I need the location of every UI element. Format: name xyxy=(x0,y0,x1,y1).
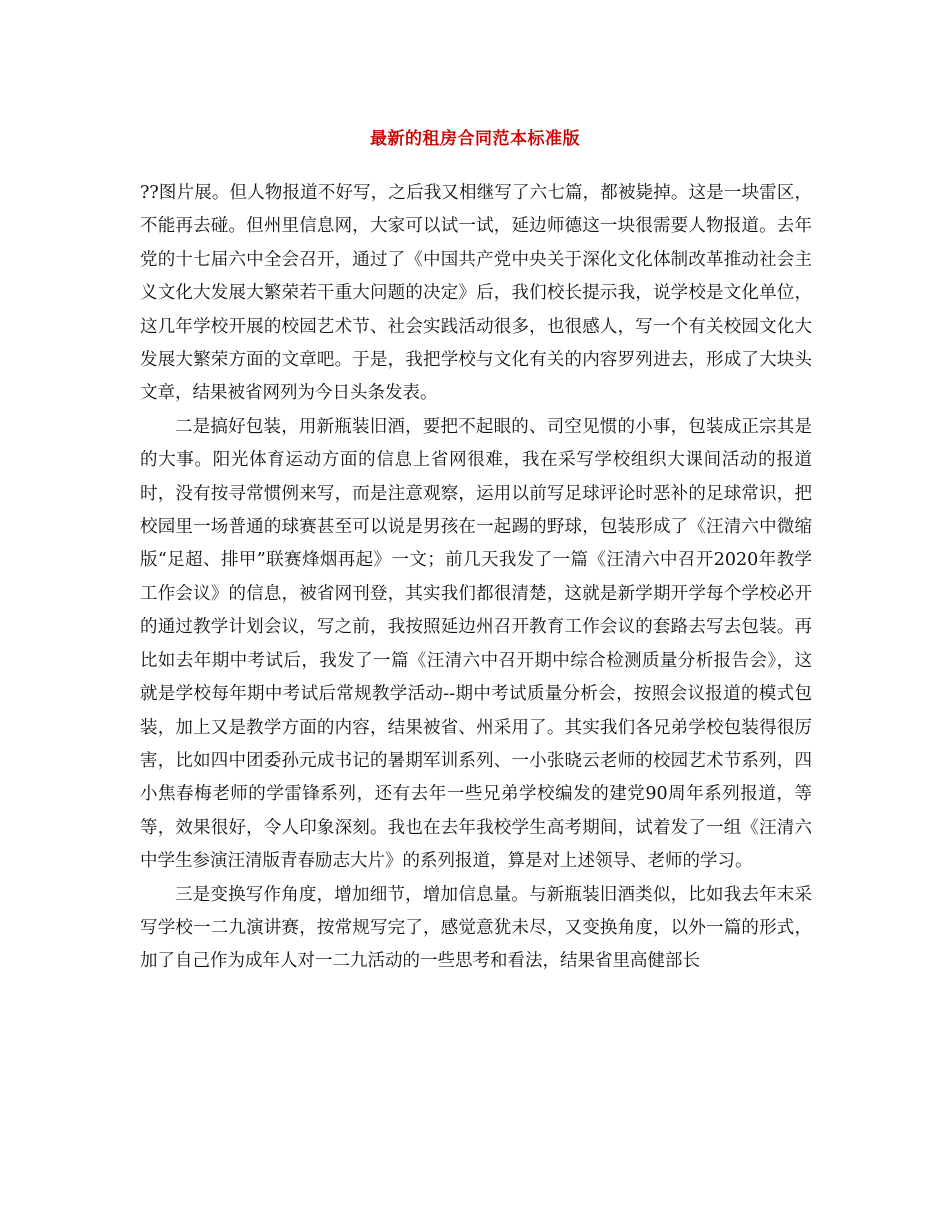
document-title: 最新的租房合同范本标准版 xyxy=(370,129,580,149)
paragraph-1: ??图片展。但人物报道不好写，之后我又相继写了六七篇，都被毙掉。这是一块雷区，不能再去碰。但州里信息网，大家可以试一试，延边师德这一块很需要人物报道。去年党的十七届六中全会召开，通过了《中国共产党中央关于深化文化体制改革推动社会主义文化大发展大繁荣若干重大问题的决定》后，我们校长提示我，说学校是文化单位，这几年学校开展的校园艺术节、社会实践活动很多，也很感人，写一个有关校园文化大发展大繁荣方面的文章吧。于是，我把学校与文化有关的内容罗列进去，形成了大块头文章，结果被省网列为今日头条发表。 xyxy=(140,183,812,404)
paragraph-2: 二是搞好包装，用新瓶装旧酒，要把不起眼的、司空见惯的小事，包装成正宗其是的大事。阳光体育运动方面的信息上省网很难，我在采写学校组织大课间活动的报道时，没有按寻常惯例来写，而是注意观察，运用以前写足球评论时恶补的足球常识，把校园里一场普通的球赛甚至可以说是男孩在一起踢的野球，包装形成了《汪清六中微缩版“足超、排甲”联赛烽烟再起》一文；前几天我发了一篇《汪清六中召开2020年教学工作会议》的信息，被省网刊登，其实我们都很清楚，这就是新学期开学每个学校必开的通过教学计划会议，写之前，我按照延边州召开教育工作会议的套路去写去包装。再比如去年期中考试后，我发了一篇《汪清六中召开期中综合检测质量分析报告会》，这就是学校每年期中考试后常规教学活动--期中考试质量分析会，按照会议报道的模式包装，加上又是教学方面的内容，结果被省、州采用了。其实我们各兄弟学校包装得很厉害，比如四中团委孙元成书记的暑期军训系列、一小张晓云老师的校园艺术节系列，四小焦春梅老师的学雷锋系列，还有去年一些兄弟学校编发的建党90周年系列报道，等等，效果很好，令人印象深刻。我也在去年我校学生高考期间，试着发了一组《汪清六中学生参演汪清版青春励志大片》的系列报道，算是对上述领导、老师的学习。 xyxy=(140,416,812,872)
document-body xyxy=(140,177,812,979)
paragraph-3: 三是变换写作角度，增加细节，增加信息量。与新瓶装旧酒类似，比如我去年末采写学校一二九演讲赛，按常规写完了，感觉意犹未尽，又变换角度，以外一篇的形式，加了自己作为成年人对一二九活动的一些思考和看法，结果省里高健部长 xyxy=(140,884,812,972)
